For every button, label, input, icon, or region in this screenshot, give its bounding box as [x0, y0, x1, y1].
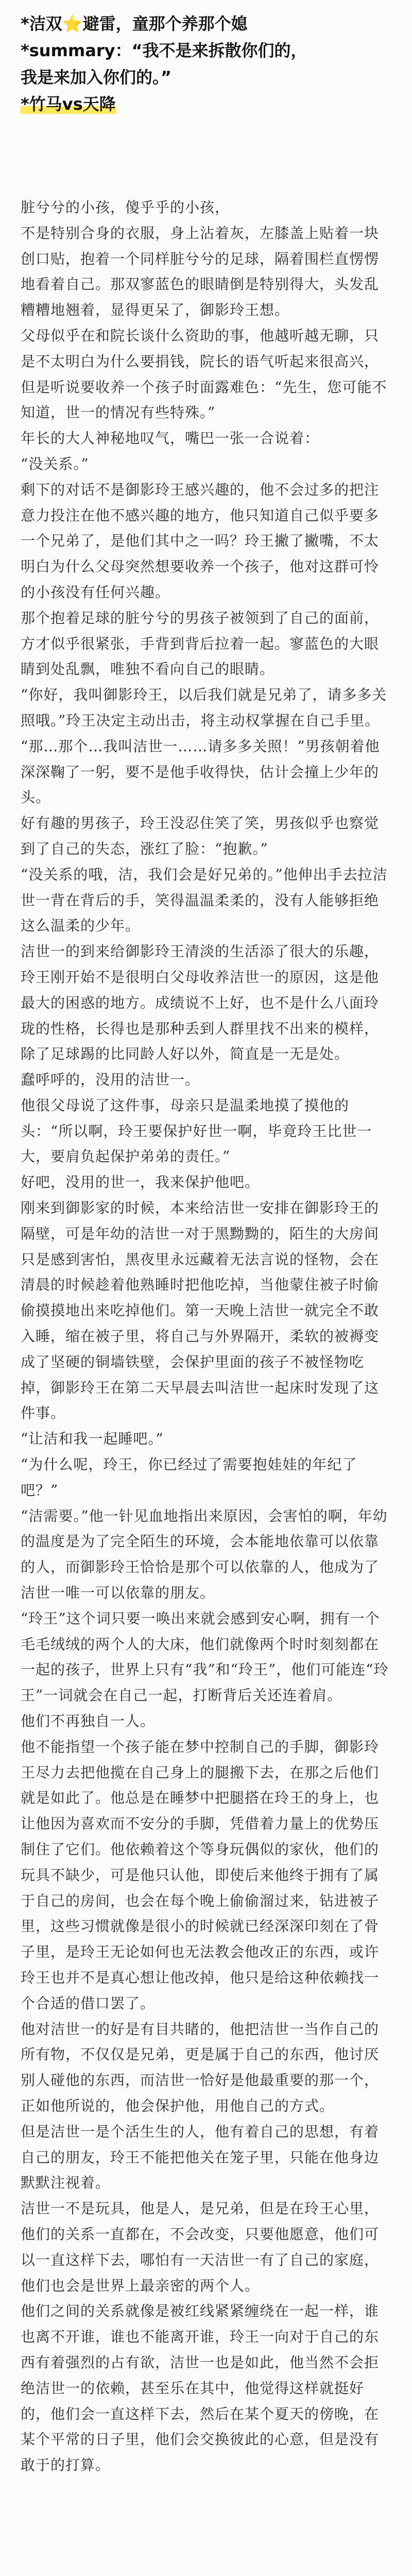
- story-paragraph: 剩下的对话不是御影玲王感兴趣的，他不会过多的把注意力投注在他不感兴趣的地方，他只知道自己似乎要多一个兄弟了，是他们其中之一吗？玲王撇了撇嘴，不太明白为什么父母突然想要收养一个孩子，他对这群可怜的小孩没有任何兴趣。: [21, 481, 380, 601]
- story-paragraph: “让洁和我一起睡吧。”: [21, 1430, 164, 1448]
- story-paragraph: 好吧，没用的世一，我来保护他吧。: [21, 1174, 260, 1191]
- story-paragraph: 父母似乎在和院长谈什么资助的事，他越听越无聊，只是不太明白为什么要捐钱，院长的语气听起来很高兴，但是听说要收养一个孩子时面露难色：“先生，您可能不知道，世一的情况有些特殊。”: [21, 327, 387, 421]
- story-paragraph: 不是特别合身的衣服，身上沾着灰，左膝盖上贴着一块创口贴，抱着一个同样脏兮兮的足球，隔着围栏直愣愣地看着自己。那双寥蓝色的眼睛倒是特别得大，头发乱糟糟地翘着，显得更呆了，御影玲王想。: [21, 224, 380, 319]
- story-paragraph: “你好，我叫御影玲王，以后我们就是兄弟了，请多多关照哦。”玲王决定主动出击，将主动权掌握在自己手里。: [21, 686, 387, 729]
- story-paragraph: 年长的大人神秘地叹气，嘴巴一张一合说着：: [21, 430, 320, 447]
- story-paragraph: 他不能指望一个孩子能在梦中控制自己的手脚，御影玲王尽力去把他揽在自己身上的腿搬下去，在那之后他们就是如此了。他总是在睡梦中把腿搭在玲王的身上，也让他因为喜欢而不安分的手脚，凭借着力量上的优势压制住了它们。他依赖着这个等身玩偶似的家伙，他们的玩具不缺少，可是他只认他，即使后来他终于拥有了属于自己的房间，也会在每个晚上偷偷溜过来，钻进被子里，这些习惯就像是很小的时候就已经深深印刻在了骨子里，是玲王无论如何也无法教会他改正的东西，或许玲王也并不是真心想让他改掉，他只是给这种依赖找一个合适的借口罢了。: [21, 1738, 380, 2012]
- story-paragraph: 脏兮兮的小孩，傻乎乎的小孩，: [21, 199, 230, 216]
- story-paragraph: 他们不再独自一人。: [21, 1713, 156, 1730]
- story-paragraph: 刚来到御影家的时候，本来给洁世一安排在御影玲王的隔壁，可是年幼的洁世一对于黑黝黝的，陌生的大房间只是感到害怕，黑夜里永远藏着无法言说的怪物，会在清晨的时候趁着他熟睡时把他吃掉，当他蒙住被子时偷偷摸摸地出来吃掉他们。第一天晚上洁世一就完全不敢入睡，缩在被子里，将自己与外界隔开，柔软的被褥变成了坚硬的铜墙铁壁，会保护里面的孩子不被怪物吃掉，御影玲王在第二天早晨去叫洁世一起床时发现了这件事。: [21, 1199, 380, 1422]
- story-paragraph: 好有趣的男孩子，玲王没忍住笑了笑，男孩似乎也察觉到了自己的失态，涨红了脸：“抱歉。”: [21, 815, 380, 857]
- story-paragraph: 他对洁世一的好是有目共睹的，他把洁世一当作自己的所有物，不仅仅是兄弟，更是属于自己的东西，他讨厌别人碰他的东西，而洁世一恰好是他最重要的那一个，正如他所说的，他会保护他，用他自己的方式。: [21, 2020, 380, 2114]
- story-paragraph: “洁需要。”他一针见血地指出来原因，会害怕的啊，年幼的温度是为了完全陌生的环境，会本能地依靠可以依靠的人，而御影玲王恰恰是那个可以依靠的人，他成为了洁世一唯一可以依靠的朋友。: [21, 1507, 388, 1602]
- story-paragraph: “没关系的哦，洁，我们会是好兄弟的。”他伸出手去拉洁世一背在背后的手，笑得温温柔柔的，没有人能够拒绝这么温柔的少年。: [21, 866, 388, 935]
- cp-line-text: *竹马vs天降: [21, 94, 116, 114]
- summary-line-2: 我是来加入你们的。”: [21, 67, 172, 87]
- story-paragraph: “玲王”这个词只要一唤出来就会感到安心啊，拥有一个毛毛绒绒的两个人的大床，他们就像两个时时刻刻都在一起的孩子，世界上只有“我”和“玲王”，他们可能连“玲王”一词就会在自己一起，打断背后关还连着肩。: [21, 1609, 389, 1704]
- story-paragraph: 他们之间的关系就像是被红线紧紧缠绕在一起一样，谁也离不开谁，谁也不能离开谁，玲王一向对于自己的东西有着强烈的占有欲，洁世一也是如此，他当然不会拒绝洁世一的依赖，甚至乐在其中，他觉得这样就挺好的，他们会一直这样下去，然后在某个夏天的傍晚，在某个平常的日子里，他们会交换彼此的心意，但是没有敢于的打算。: [21, 2302, 380, 2474]
- cp-line: [21, 91, 391, 117]
- story-paragraph: 蠢呼呼的，没用的洁世一。: [21, 1071, 200, 1089]
- story-body: [21, 195, 391, 2478]
- story-paragraph: 洁世一的到来给御影玲王清淡的生活添了很大的乐趣，玲王刚开始不是很明白父母收养洁世一的原因，这是他最大的困惑的地方。成绩说不上好，也不是什么八面玲珑的性格，长得也是那种丢到人群里找不出来的模样，除了足球踢的比同龄人好以外，简直是一无是处。: [21, 943, 380, 1063]
- story-paragraph: “没关系。”: [21, 455, 89, 472]
- story-paragraph: 洁世一不是玩具，他是人，是兄弟，但是在玲王心里，他们的关系一直都在，不会改变，只要他愿意，他们可以一直这样下去，哪怕有一天洁世一有了自己的家庭，他们也会是世界上最亲密的两个人。: [21, 2200, 380, 2294]
- story-paragraph: “为什么呢，玲王，你已经过了需要抱娃娃的年纪了吧？”: [21, 1456, 357, 1499]
- story-paragraph: 他很父母说了这件事，母亲只是温柔地摸了摸他的头：“所以啊，玲王要保护好世一啊，毕竟玲王比世一大，要肩负起保护弟弟的责任。”: [21, 1096, 372, 1165]
- story-paragraph: 那个抱着足球的脏兮兮的男孩子被领到了自己的面前，方才似乎很紧张，手背到背后拉着一起。寥蓝色的大眼睛到处乱飘，唯独不看向自己的眼睛。: [21, 609, 380, 678]
- story-paragraph: “那…那个…我叫洁世一……请多多关照！”男孩朝着他深深鞠了一躬，要不是他手收得快，估计会撞上少年的头。: [21, 737, 380, 806]
- tag-line: *洁双⭐避雷，童那个养那个媳: [21, 14, 248, 33]
- summary-line-1: *summary：“我不是来拆散你们的，: [21, 41, 307, 60]
- post-header: [21, 10, 391, 117]
- story-paragraph: 但是洁世一是个活生生的人，他有着自己的思想，有着自己的朋友，玲王不能把他关在笼子里，只能在他身边默默注视着。: [21, 2123, 380, 2192]
